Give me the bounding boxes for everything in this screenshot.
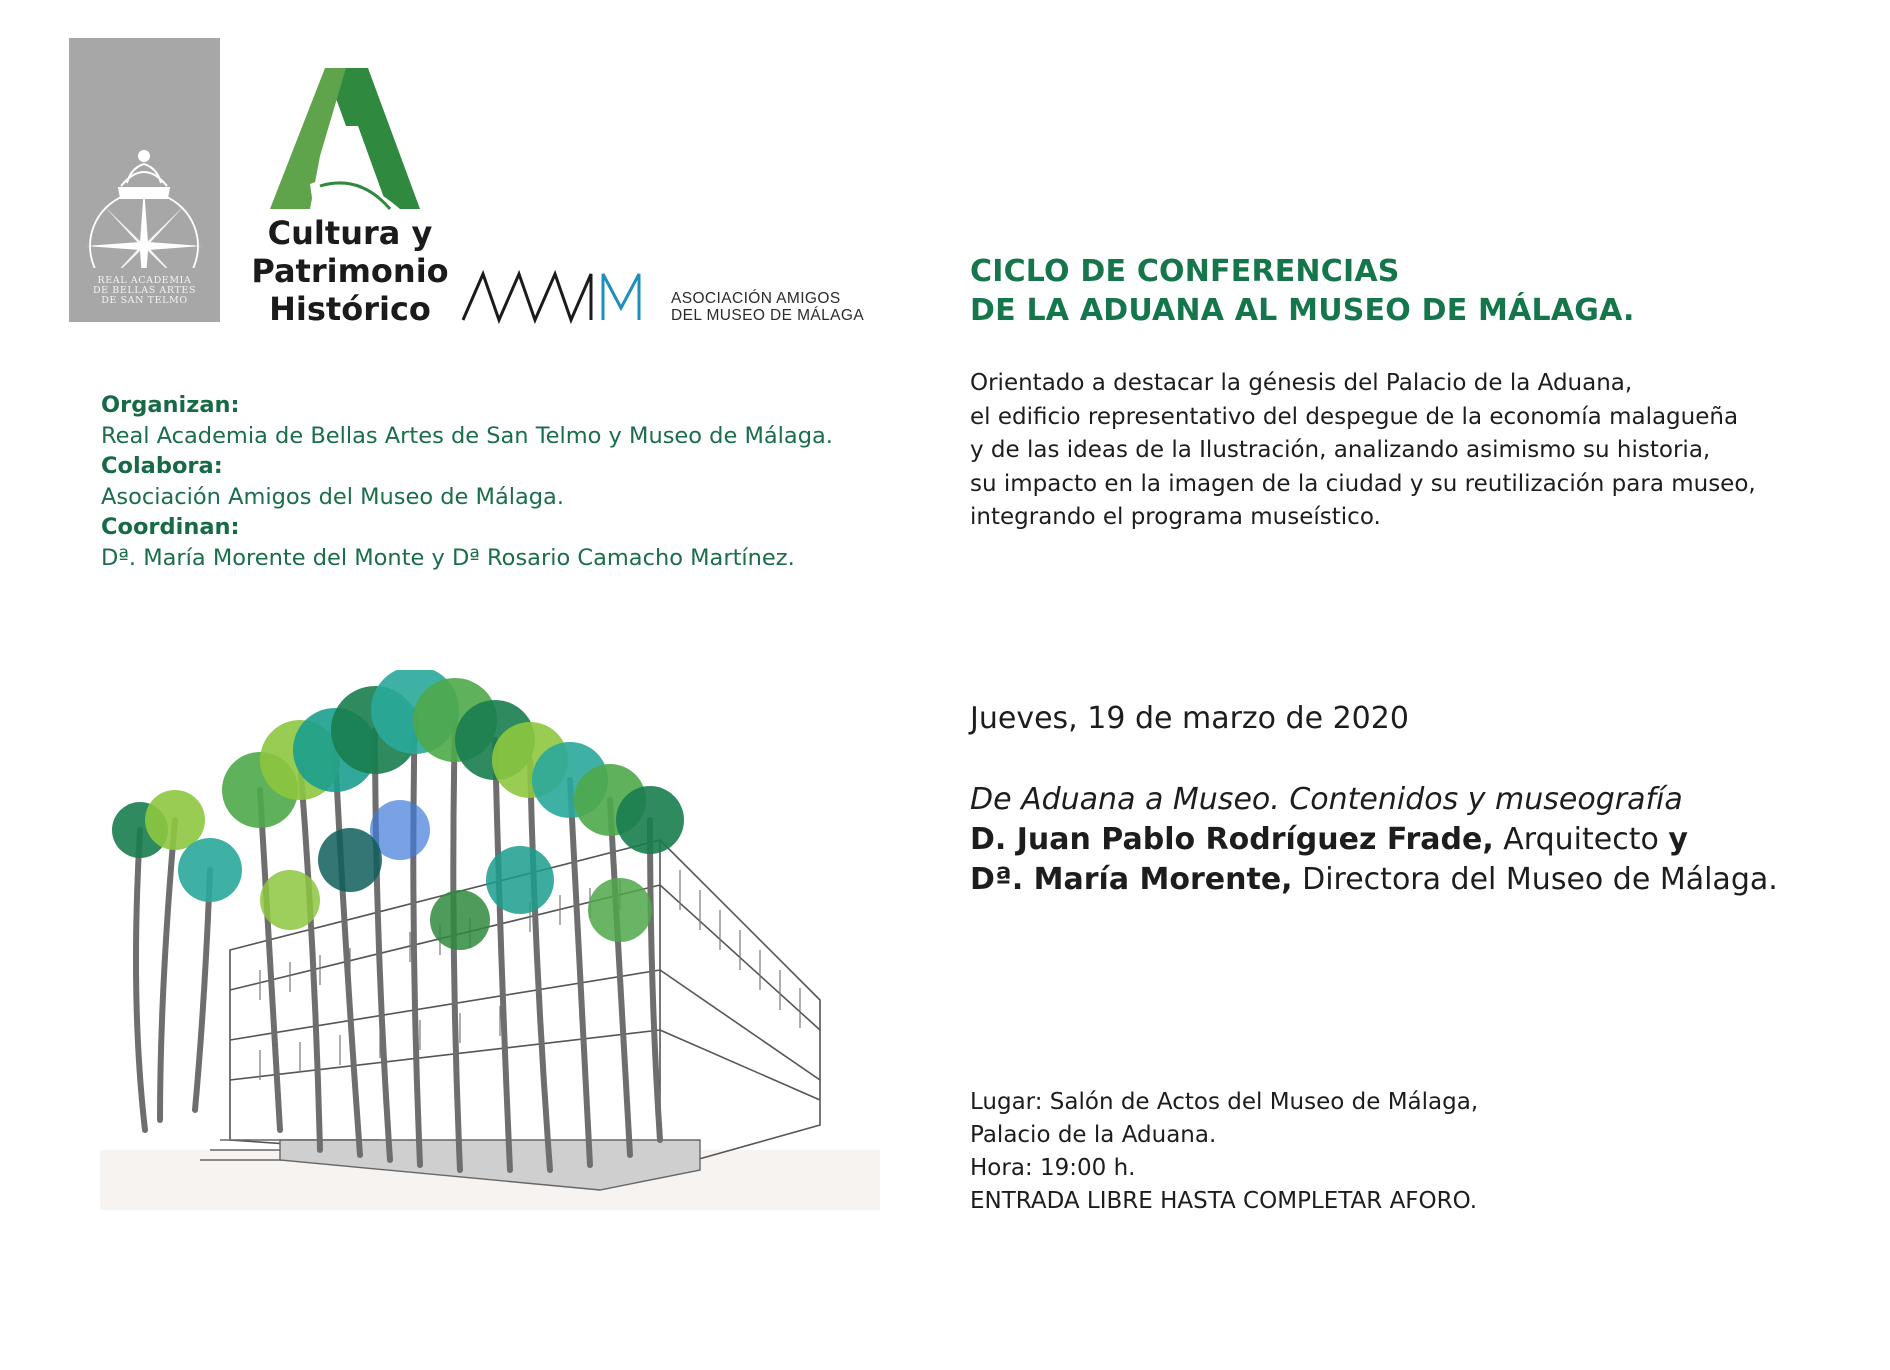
coordinan-label: Coordinan: — [101, 514, 240, 540]
stylized-a-icon — [250, 66, 450, 216]
cultura-patrimonio-text: Cultura y Patrimonio Histórico — [251, 214, 449, 328]
real-academia-logo — [69, 38, 220, 322]
organizan-label: Organizan: — [101, 392, 240, 418]
cultura-patrimonio-logo — [250, 66, 450, 332]
speaker-1-role: Arquitecto — [1493, 822, 1669, 857]
colabora-value: Asociación Amigos del Museo de Málaga. — [101, 483, 564, 510]
description-line: el edificio representativo del despegue de la economía malagueña — [970, 403, 1739, 430]
event-title — [970, 252, 1850, 330]
speaker-connector: y — [1668, 822, 1688, 857]
aduana-palms-illustration — [100, 670, 880, 1230]
description-line: Orientado a destacar la génesis del Palacio de la Aduana, — [970, 370, 1633, 396]
speaker-1-name: D. Juan Pablo Rodríguez Frade, — [970, 822, 1494, 857]
time-line: Hora: 19:00 h. — [970, 1155, 1136, 1181]
description-line: su impacto en la imagen de la ciudad y su reutilización para museo, — [970, 470, 1756, 497]
event-title-line-1: CICLO DE CONFERENCIAS — [970, 254, 1400, 289]
aamm-text: ASOCIACIÓN AMIGOS DEL MUSEO DE MÁLAGA — [671, 290, 865, 324]
aamm-mark-icon — [461, 268, 661, 324]
description-line: integrando el programa museístico. — [970, 504, 1381, 530]
description-line: y de las ideas de la Ilustración, analizando asimismo su historia, — [970, 437, 1711, 463]
talk-block — [970, 780, 1870, 900]
academia-name: REAL ACADEMIA DE BELLAS ARTES DE SAN TELMO — [92, 275, 197, 306]
place-line: Palacio de la Aduana. — [970, 1122, 1217, 1148]
crown-compass-star-icon — [69, 38, 220, 268]
speaker-2-role: Directora del Museo de Málaga. — [1292, 862, 1778, 897]
organizers-block — [101, 390, 861, 573]
organizan-value: Real Academia de Bellas Artes de San Telmo y Museo de Málaga. — [101, 422, 833, 449]
speaker-2-name: Dª. María Morente, — [970, 862, 1293, 897]
coordinan-value: Dª. María Morente del Monte y Dª Rosario Camacho Martínez. — [101, 544, 795, 571]
colabora-label: Colabora: — [101, 453, 223, 479]
event-description — [970, 367, 1870, 535]
entry-note: ENTRADA LIBRE HASTA COMPLETAR AFORO. — [970, 1188, 1478, 1214]
palacio-aduana-icon — [100, 670, 880, 1230]
event-date: Jueves, 19 de marzo de 2020 — [970, 701, 1409, 736]
place-line: Lugar: Salón de Actos del Museo de Málaga, — [970, 1089, 1479, 1115]
event-place — [970, 1086, 1850, 1218]
event-title-line-2: DE LA ADUANA AL MUSEO DE MÁLAGA. — [970, 293, 1635, 328]
aamm-logo — [461, 268, 881, 324]
talk-title: De Aduana a Museo. Contenidos y museografía — [970, 782, 1683, 817]
